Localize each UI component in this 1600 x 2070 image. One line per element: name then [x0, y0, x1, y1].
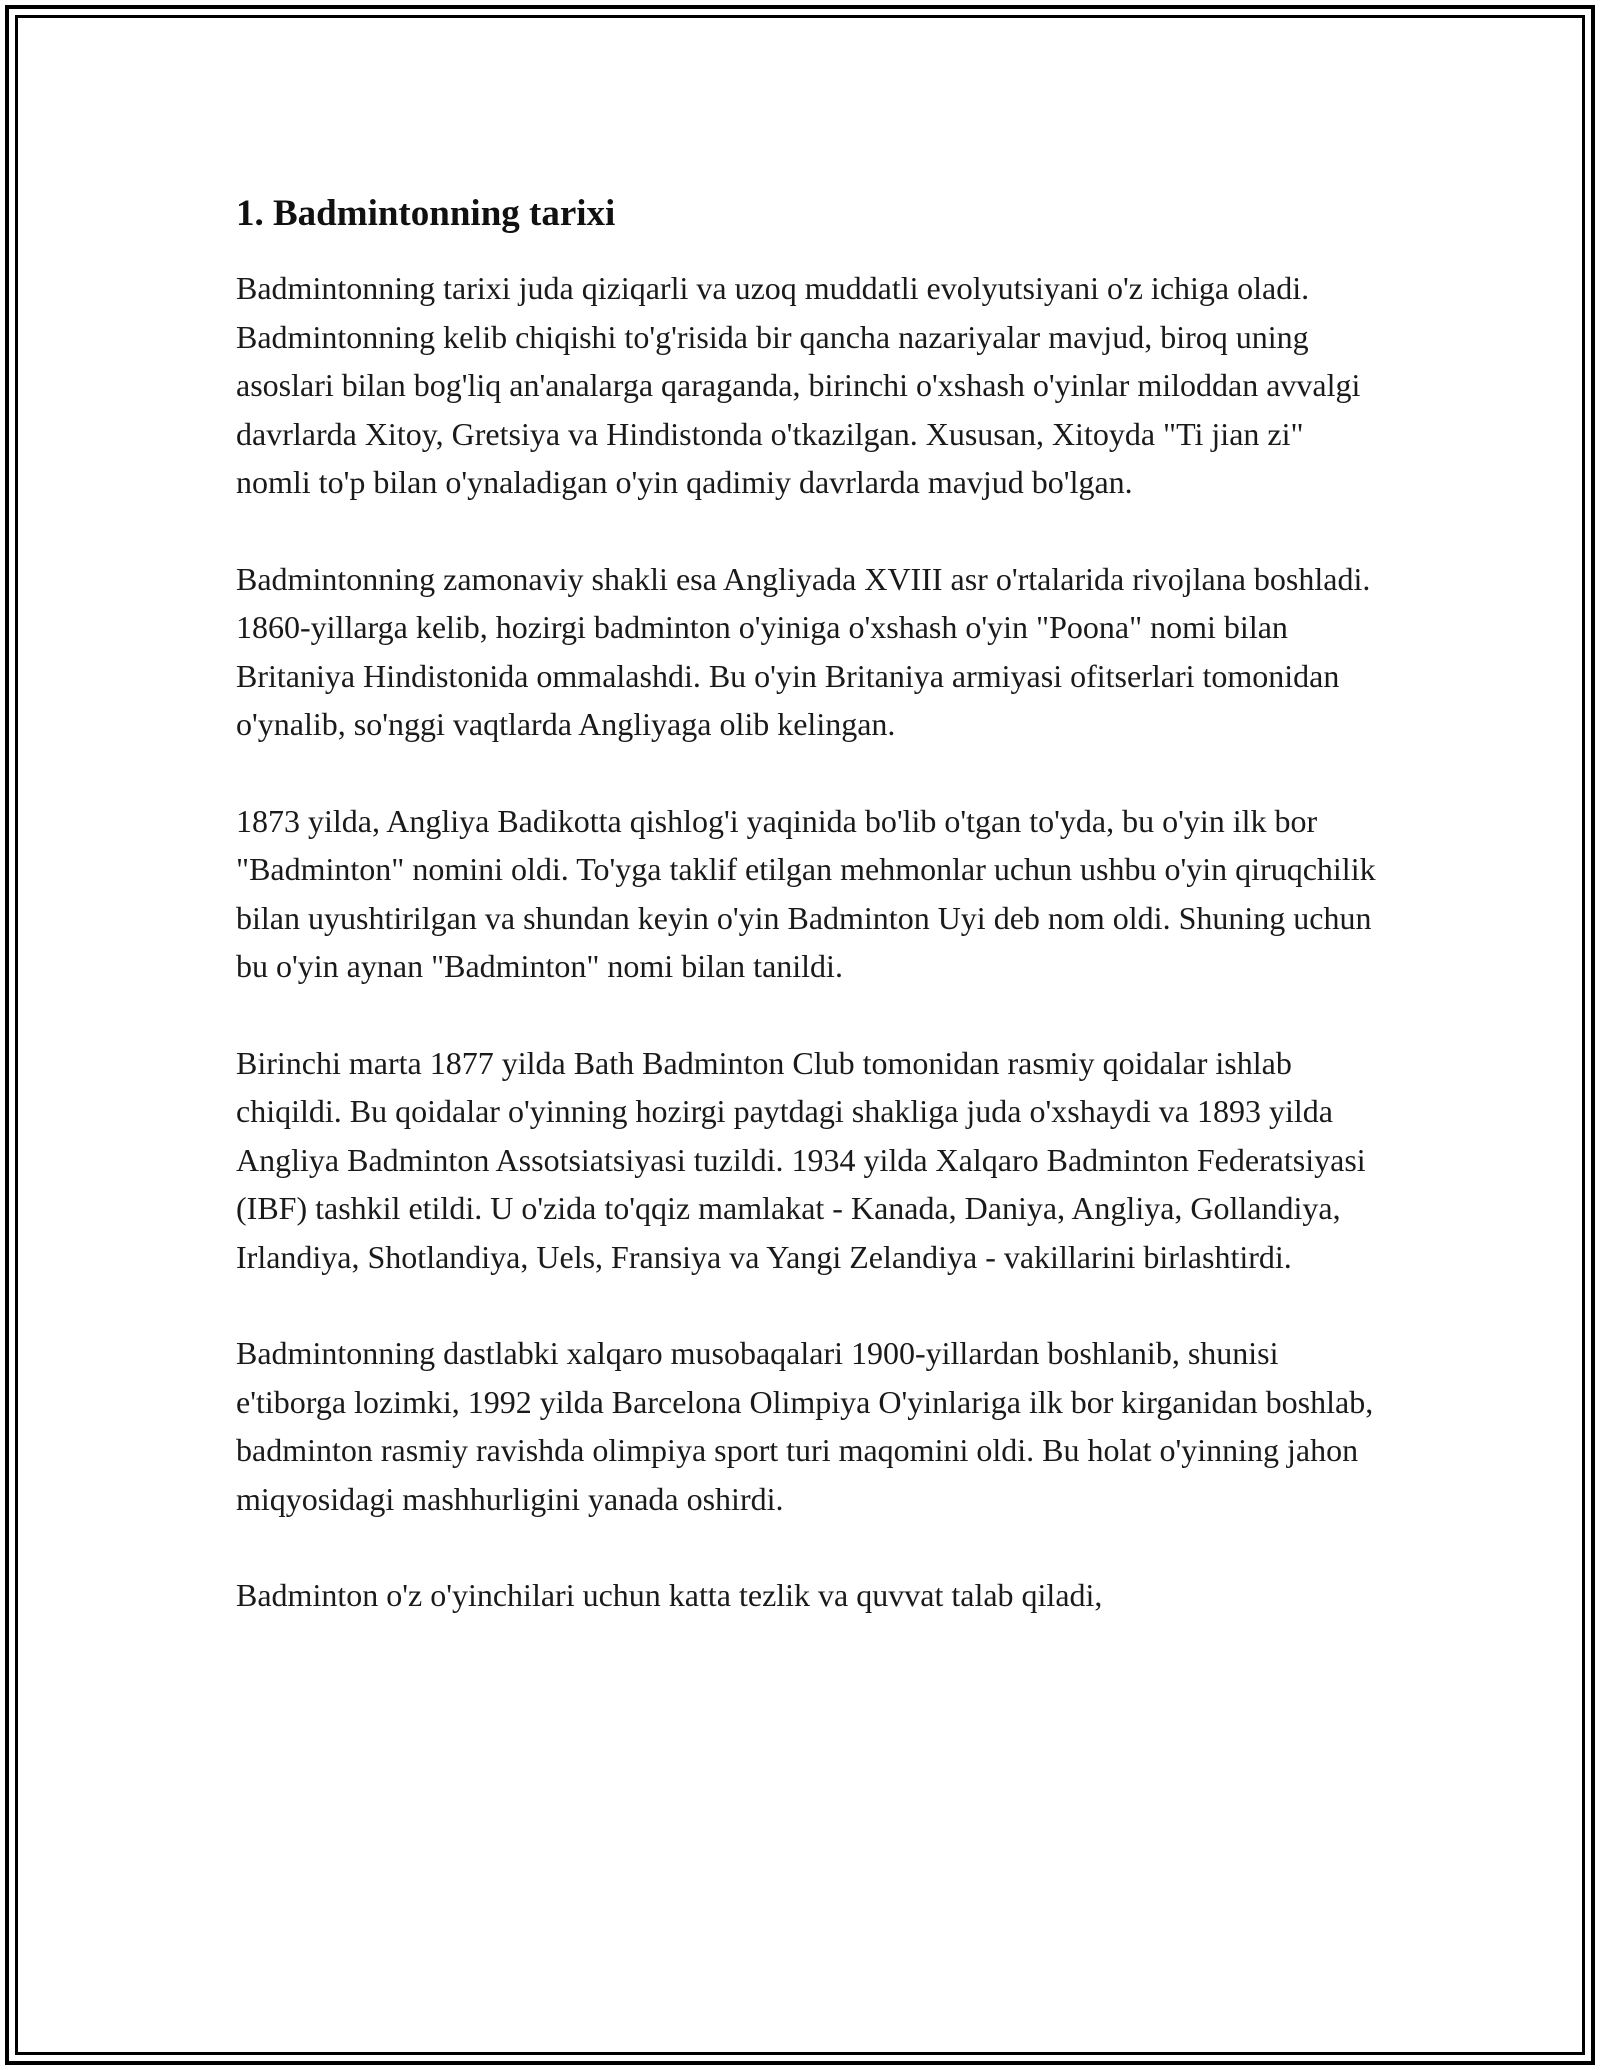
paragraph-2: Badmintonning zamonaviy shakli esa Angliyada XVIII asr o'rtalarida rivojlana boshladi. 1860-yillarga kelib, hozirgi badminton o'yiniga o'xshash o'yin "Poona" nomi bilan Britaniya Hindistonida ommalashdi. Bu o'yin Britaniya armiyasi ofitserlari tomonidan o'ynalib, so'nggi vaqtlarda Angliyaga olib kelingan.: [236, 560, 1371, 742]
paragraph-6: Badminton o'z o'yinchilari uchun katta tezlik va quvvat talab qiladi,: [236, 1577, 1103, 1613]
section-heading: 1. Badmintonning tarixi: [236, 193, 616, 234]
document-body: [236, 186, 1376, 1668]
paragraph-5: Badmintonning dastlabki xalqaro musobaqalari 1900-yillardan boshlanib, shunisi e'tiborga lozimki, 1992 yilda Barcelona Olimpiya O'yinlariga ilk bor kirganidan boshlab, badminton rasmiy ravishda olimpiya sport turi maqomini oldi. Bu holat o'yinning jahon miqyosidagi mashhurligini yanada oshirdi.: [236, 1335, 1374, 1517]
paragraph-3: 1873 yilda, Angliya Badikotta qishlog'i yaqinida bo'lib o'tgan to'yda, bu o'yin ilk bor "Badminton" nomini oldi. To'yga taklif etilgan mehmonlar uchun ushbu o'yin qiruqchilik bilan uyushtirilgan va shundan keyin o'yin Badminton Uyi deb nom oldi. Shuning uchun bu o'yin aynan "Badminton" nomi bilan tanildi.: [236, 802, 1376, 984]
paragraph-4: Birinchi marta 1877 yilda Bath Badminton Club tomonidan rasmiy qoidalar ishlab chiqildi. Bu qoidalar o'yinning hozirgi paytdagi shakliga juda o'xshaydi va 1893 yilda Angliya Badminton Assotsiatsiyasi tuzildi. 1934 yilda Xalqaro Badminton Federatsiyasi (IBF) tashkil etildi. U o'zida to'qqiz mamlakat - Kanada, Daniya, Angliya, Gollandiya, Irlandiya, Shotlandiya, Uels, Fransiya va Yangi Zelandiya - vakillarini birlashtirdi.: [236, 1044, 1366, 1275]
paragraph-1: Badmintonning tarixi juda qiziqarli va uzoq muddatli evolyutsiyani o'z ichiga oladi. Badmintonning kelib chiqishi to'g'risida bir qancha nazariyalar mavjud, biroq uning asoslari bilan bog'liq an'analarga qaraganda, birinchi o'xshash o'yinlar miloddan avvalgi davrlarda Xitoy, Gretsiya va Hindistonda o'tkazilgan. Xususan, Xitoyda "Ti jian zi" nomli to'p bilan o'ynaladigan o'yin qadimiy davrlarda mavjud bo'lgan.: [236, 270, 1361, 500]
